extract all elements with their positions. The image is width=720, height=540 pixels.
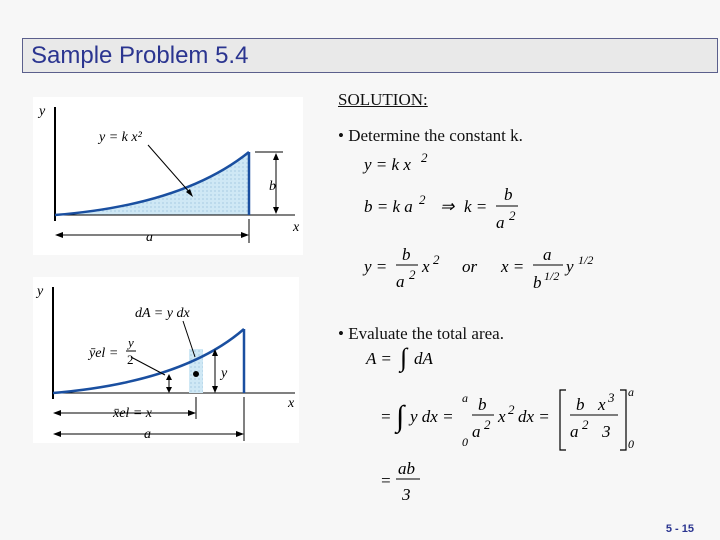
fig2-axis-x: x <box>288 396 295 411</box>
svg-text:b: b <box>478 395 487 414</box>
svg-text:a: a <box>472 422 481 441</box>
svg-text:2: 2 <box>419 192 426 207</box>
svg-text:a: a <box>396 272 405 291</box>
fig2-dA-label: dA = y dx <box>135 306 190 321</box>
fig1-axis-x: x <box>293 220 300 235</box>
spandrel-area <box>55 152 249 215</box>
svg-text:x: x <box>598 395 606 414</box>
svg-text:∫: ∫ <box>400 343 408 372</box>
svg-text:a: a <box>570 422 579 441</box>
svg-text:y dx =: y dx = <box>410 407 454 426</box>
svg-text:b: b <box>533 273 542 292</box>
svg-text:or: or <box>462 257 478 276</box>
fig1-axis-y: y <box>39 104 46 119</box>
figure-area-element <box>33 277 299 443</box>
svg-text:x: x <box>498 407 506 426</box>
svg-text:a: a <box>628 385 634 399</box>
svg-text:1/2: 1/2 <box>544 269 560 283</box>
svg-text:b: b <box>402 245 411 264</box>
svg-text:b: b <box>576 395 585 414</box>
svg-text:2: 2 <box>509 208 516 223</box>
centroid-dot <box>193 371 199 377</box>
fig2-width-label: a <box>144 427 151 442</box>
svg-text:a: a <box>496 213 505 232</box>
fig1-height-label: b <box>269 179 276 194</box>
fig2-yel-num: y <box>128 335 134 350</box>
svg-text:2: 2 <box>484 417 491 432</box>
svg-text:2: 2 <box>508 402 515 417</box>
svg-text:dA: dA <box>414 349 433 368</box>
svg-text:y = k x: y = k x <box>364 155 411 174</box>
svg-text:x: x <box>422 257 430 276</box>
svg-text:x =: x = <box>501 257 525 276</box>
svg-text:2: 2 <box>409 267 416 282</box>
solution-heading: SOLUTION: <box>338 90 428 109</box>
svg-text:a: a <box>543 245 552 264</box>
slide-title: Sample Problem 5.4 <box>31 42 249 69</box>
fig2-yel-label: ȳel = <box>89 346 119 361</box>
svg-text:1/2: 1/2 <box>578 253 594 267</box>
svg-text:⇒: ⇒ <box>440 197 455 216</box>
svg-text:a: a <box>462 391 468 405</box>
fig2-yel-den: 2 <box>127 352 134 367</box>
svg-text:0: 0 <box>628 437 634 451</box>
equations-total-area <box>362 342 652 512</box>
bullet-total-area: • Evaluate the total area. <box>338 324 504 343</box>
svg-text:A =: A = <box>366 349 392 368</box>
fig1-curve-label: y = k x² <box>99 130 142 145</box>
svg-text:=: = <box>380 471 392 490</box>
svg-text:ab: ab <box>398 459 415 478</box>
fig2-axis-y: y <box>37 284 44 299</box>
bullet-determine-k: • Determine the constant k. <box>338 126 523 145</box>
svg-text:y: y <box>566 257 574 276</box>
svg-text:y =: y = <box>364 257 388 276</box>
svg-text:3: 3 <box>402 485 411 504</box>
svg-text:2: 2 <box>421 150 428 165</box>
svg-text:3: 3 <box>608 390 615 405</box>
svg-text:0: 0 <box>462 435 468 449</box>
svg-text:k =: k = <box>464 197 488 216</box>
svg-text:∫: ∫ <box>396 400 405 433</box>
svg-text:=: = <box>380 407 392 426</box>
svg-text:dx =: dx = <box>518 407 550 426</box>
fig2-xel-label: x̄el = x <box>113 406 152 421</box>
figure-parabolic-area <box>33 97 303 255</box>
svg-text:b: b <box>504 185 513 204</box>
svg-text:b = k a: b = k a <box>364 197 413 216</box>
equations-constant-k <box>360 148 610 298</box>
svg-text:2: 2 <box>582 417 589 432</box>
fig1-width-label: a <box>146 230 153 245</box>
fig2-strip-label: y <box>221 366 228 381</box>
svg-text:2: 2 <box>433 252 440 267</box>
page-number: 5 - 15 <box>665 523 694 535</box>
slide-title-bar <box>22 38 718 73</box>
svg-text:3: 3 <box>602 422 611 441</box>
